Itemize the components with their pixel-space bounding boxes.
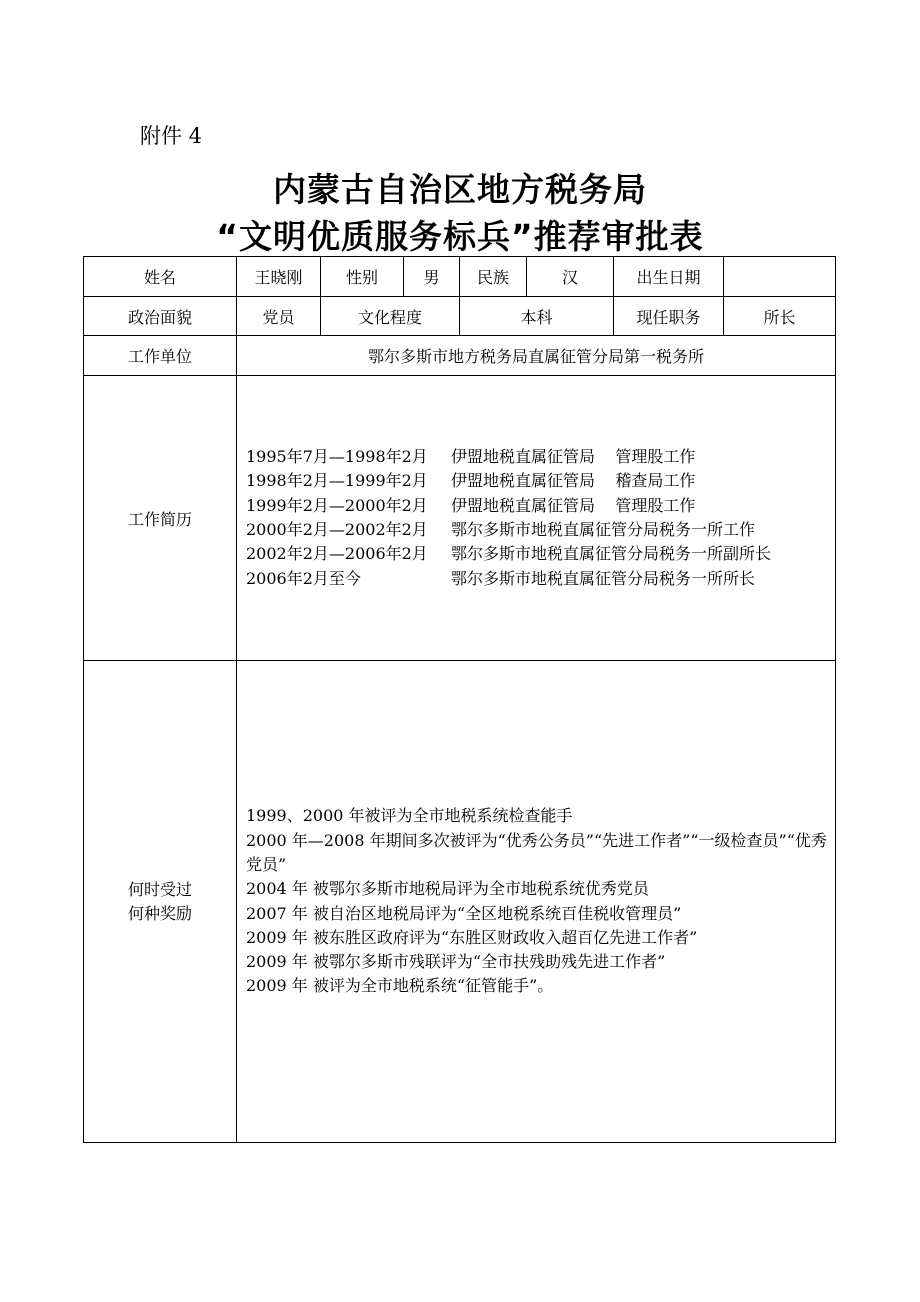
award-line: 2009 年 被鄂尔多斯市残联评为“全市扶残助残先进工作者” bbox=[246, 952, 666, 972]
resume-detail: 伊盟地税直属征管局 管理股工作 bbox=[451, 495, 696, 515]
awards-label-line1: 何时受过 bbox=[127, 879, 192, 899]
ethnicity-label: 民族 bbox=[460, 257, 527, 297]
political-status-value: 党员 bbox=[237, 297, 321, 336]
award-line: 1999、2000 年被评为全市地税系统检查能手 bbox=[246, 806, 573, 826]
award-line: 2009 年 被评为全市地税系统“征管能手”。 bbox=[246, 976, 554, 996]
workplace-value: 鄂尔多斯市地方税务局直属征管分局第一税务所 bbox=[237, 336, 836, 376]
workplace-label: 工作单位 bbox=[84, 336, 237, 376]
award-line: 2007 年 被自治区地税局评为“全区地税系统百佳税收管理员” bbox=[246, 903, 682, 923]
resume-entry bbox=[246, 445, 829, 469]
resume-period: 2002年2月—2006年2月 bbox=[246, 544, 428, 564]
row-work-resume bbox=[84, 376, 836, 661]
awards-content bbox=[237, 661, 836, 1143]
political-status-label: 政治面貌 bbox=[84, 297, 237, 336]
resume-entry bbox=[246, 494, 829, 518]
awards-label bbox=[84, 661, 237, 1143]
resume-detail: 鄂尔多斯市地税直属征管分局税务一所所长 bbox=[451, 568, 756, 588]
awards-label-line2: 何种奖励 bbox=[127, 903, 192, 923]
birth-date-label: 出生日期 bbox=[614, 257, 724, 297]
award-line: 2004 年 被鄂尔多斯市地税局评为全市地税系统优秀党员 bbox=[246, 879, 649, 899]
attachment-label: 附件 4 bbox=[140, 124, 203, 148]
award-line: 2009 年 被东胜区政府评为“东胜区财政收入超百亿先进工作者” bbox=[246, 927, 698, 947]
gender-value: 男 bbox=[404, 257, 460, 297]
row-awards bbox=[84, 661, 836, 1143]
resume-detail: 伊盟地税直属征管局 管理股工作 bbox=[451, 447, 696, 467]
work-resume-label: 工作简历 bbox=[84, 376, 237, 661]
resume-period: 1995年7月—1998年2月 bbox=[246, 447, 428, 467]
resume-period: 1999年2月—2000年2月 bbox=[246, 495, 428, 515]
document-title-line2: “文明优质服务标兵”推荐审批表 bbox=[216, 217, 704, 256]
education-value: 本科 bbox=[460, 297, 614, 336]
resume-period: 2000年2月—2002年2月 bbox=[246, 520, 428, 539]
work-resume-content bbox=[237, 376, 836, 661]
document-title-line1: 内蒙古自治区地方税务局 bbox=[273, 170, 647, 209]
name-value: 王晓刚 bbox=[237, 257, 321, 297]
name-label: 姓名 bbox=[84, 257, 237, 297]
row-basic-info bbox=[84, 257, 836, 297]
current-position-value: 所长 bbox=[724, 297, 836, 336]
current-position-label: 现任职务 bbox=[614, 297, 724, 336]
recommendation-form-table bbox=[83, 256, 836, 1143]
resume-detail: 鄂尔多斯市地税直属征管分局税务一所副所长 bbox=[451, 544, 772, 564]
education-label: 文化程度 bbox=[321, 297, 460, 336]
ethnicity-value: 汉 bbox=[527, 257, 614, 297]
award-line: 2000 年—2008 年期间多次被评为“优秀公务员”“先进工作者”“一级检查员”“优秀党员” bbox=[246, 830, 827, 874]
resume-period: 2006年2月至今 bbox=[246, 568, 361, 588]
row-political-education bbox=[84, 297, 836, 336]
gender-label: 性别 bbox=[321, 257, 404, 297]
birth-date-value bbox=[724, 257, 836, 297]
resume-entry bbox=[246, 542, 829, 566]
resume-entry bbox=[246, 518, 829, 542]
resume-entry bbox=[246, 567, 829, 591]
resume-detail: 伊盟地税直属征管局 稽查局工作 bbox=[451, 471, 696, 491]
resume-detail: 鄂尔多斯市地税直属征管分局税务一所工作 bbox=[451, 520, 756, 539]
resume-entry bbox=[246, 469, 829, 493]
resume-period: 1998年2月—1999年2月 bbox=[246, 471, 428, 491]
row-workplace bbox=[84, 336, 836, 376]
